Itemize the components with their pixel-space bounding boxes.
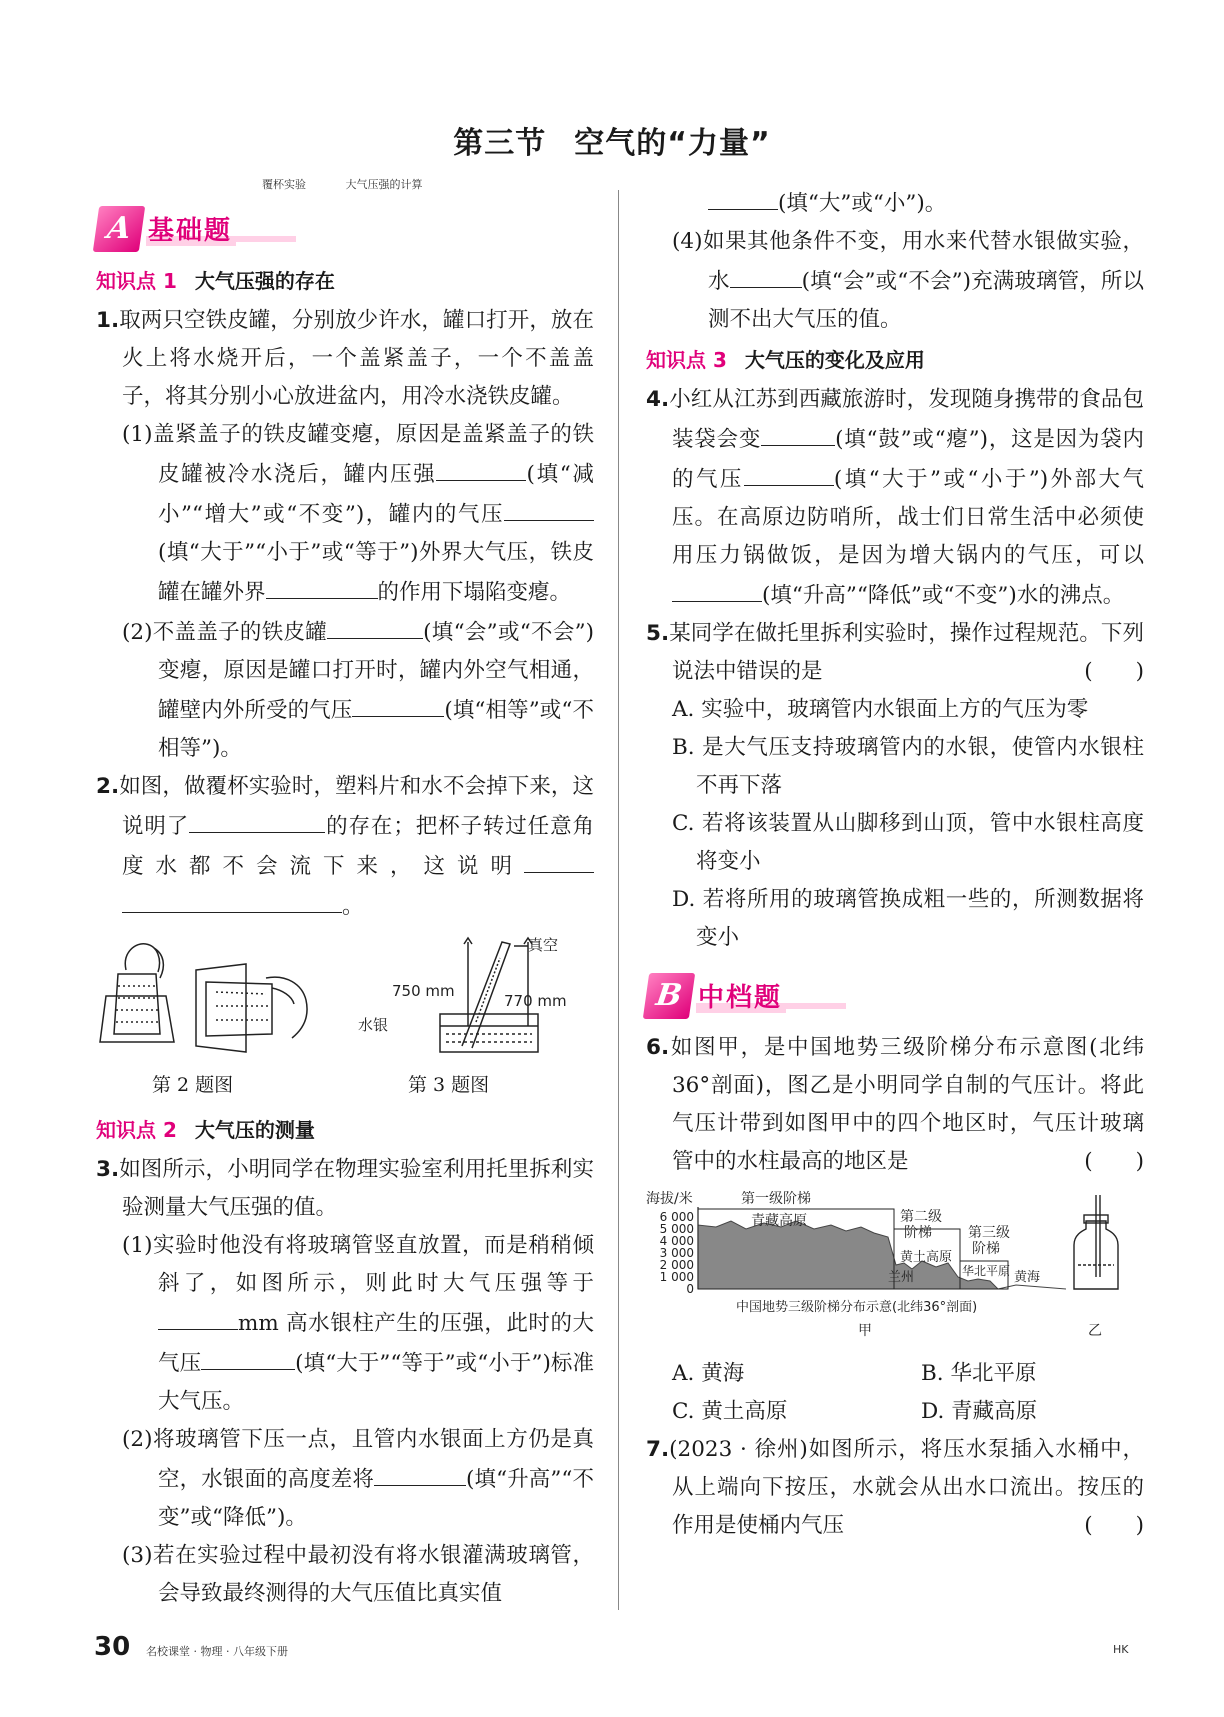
question-text: 的作用下塌陷变瘪。 [377,580,572,605]
answer-blank[interactable] [672,575,762,602]
question-6-stem [646,1029,1144,1181]
answer-blank[interactable] [708,183,778,210]
kp-label: 知识点 3 [646,348,727,372]
question-text: (填“升高”“不变”或“降低”)。 [158,1467,594,1530]
question-text: (1)实验时他没有将玻璃管竖直放置，而是稍稍倾斜了，如图所示，则此时大气压强等于 [122,1233,594,1296]
answer-blank[interactable] [158,1303,238,1330]
map-caption: 中国地势三级阶梯分布示意(北纬36°剖面) [736,1300,978,1315]
option-c[interactable]: C. 黄土高原 [672,1399,788,1424]
question-text: 某同学在做托里拆利实验时，操作过程规范。下列说法中错误的是 [669,621,1144,684]
map-tick: 2 000 [659,1258,694,1272]
column-divider [618,190,619,1610]
section-letter: A [93,206,145,252]
option-c[interactable]: C. 若将该装置从山脚移到山顶，管中水银柱高度将变小 [672,811,1144,874]
map-lanzhou: 兰州 [888,1270,915,1285]
question-3-stem [96,1151,594,1227]
question-2 [96,768,594,926]
question-text: (填“相等”或“不相等”)。 [158,698,594,761]
terrain-profile [698,1221,998,1289]
label-vacuum: 真空 [528,936,559,954]
question-text: (填“鼓”或“瘪”)，这是因为袋内的气压 [672,427,1144,492]
qr-tag[interactable]: 覆杯实验 [262,178,306,191]
knowledge-point-1 [96,262,594,300]
cup-inverted-drawing [100,944,174,1042]
question-text: 的存在；把杯子转过任意角度水都不会流下来，这说明 [122,814,594,879]
question-number: 7. [646,1437,670,1462]
page-title [0,118,1224,162]
question-text: 取两只空铁皮罐，分别放少许水，罐口打开，放在火上将水烧开后，一个盖紧盖子，一个不盖盖子，将其分别小心放进盆内，用冷水浇铁皮罐。 [119,308,594,409]
left-column [96,190,594,1606]
question-text: 小红从江苏到西藏旅游时，发现随身携带的食品包装袋会变 [669,387,1144,452]
answer-blank[interactable] [374,1459,466,1486]
question-text: (2023 · 徐州)如图所示，将压水泵插入水桶中，从上端向下按压，水就会从出水口流出。按压的作用是使桶内气压 [669,1437,1144,1538]
map-huabei: 华北平原 [962,1264,1011,1278]
question-text: 如图所示，小明同学在物理实验室利用托里拆利实验测量大气压强的值。 [119,1157,594,1220]
question-number: 1. [96,308,120,333]
question-text: (填“会”或“不会”)变瘪，原因是罐口打开时，罐内外空气相通，罐壁内外所受的气压 [158,620,594,723]
question-6-choices [646,1355,1144,1431]
option-d[interactable]: D. 若将所用的玻璃管换成粗一些的，所测数据将变小 [672,887,1144,950]
question-number: 5. [646,621,670,646]
answer-blank[interactable] [266,572,378,599]
banner-stripe [786,1009,846,1013]
banner-stripe [236,242,296,246]
question-3-part-3-start [96,1537,594,1606]
map-tick: 0 [686,1282,694,1296]
right-column [646,183,1144,1545]
kp-title: 大气压的测量 [194,1118,315,1142]
option-b[interactable]: B. 华北平原 [921,1361,1037,1386]
answer-blank[interactable] [201,1343,295,1370]
question-text: (3)若在实验过程中最初没有将水银灌满玻璃管，会导致最终测得的大气压值比真实值 [122,1543,594,1606]
cup-sideways-drawing [196,964,307,1052]
kp-title: 大气压强的存在 [194,269,335,293]
map-step-2: 第二级 [900,1209,942,1225]
question-text: (填“升高”“降低”或“不变”)水的沸点。 [762,583,1125,608]
answer-blank[interactable] [352,690,444,717]
label-750mm: 750 mm [392,982,455,1000]
title-text: 空气的“力量” [574,126,771,161]
question-3-part-2 [96,1421,594,1537]
question-text: (填“会”或“不会”)充满玻璃管，所以测不出大气压的值。 [708,269,1144,332]
question-7 [646,1431,1144,1545]
kp-title: 大气压的变化及应用 [744,348,925,372]
kp-label: 知识点 2 [96,1118,177,1142]
figures-2-3 [96,934,594,1109]
question-number: 6. [646,1035,670,1060]
figure-2-3-illustration [96,934,594,1074]
question-text: (填“大”或“小”)。 [778,191,947,216]
figure-label-yi: 乙 [1088,1323,1102,1339]
figure-3-caption: 第 3 题图 [408,1074,490,1096]
question-text: (4)如果其他条件不变，用水来代替水银做实验，水 [672,229,1144,294]
option-b[interactable]: B. 是大气压支持玻璃管内的水银，使管内水银柱不再下落 [672,735,1144,798]
knowledge-point-3 [646,341,1144,379]
option-a[interactable]: A. 实验中，玻璃管内水银面上方的气压为零 [672,697,1089,722]
question-3-part-4 [646,223,1144,339]
section-banner-b [646,969,1144,1027]
question-3-part-1 [96,1227,594,1421]
edition-code: HK [1113,1643,1129,1656]
map-loess: 黄土高原 [900,1250,953,1265]
answer-blank[interactable] [744,459,834,486]
section-label: 中档题 [698,983,783,1013]
map-tick: 5 000 [659,1222,694,1236]
answer-blank[interactable] [730,261,802,288]
section-label: 基础题 [148,216,233,246]
section-letter: B [643,973,695,1019]
question-1-part-2 [96,612,594,768]
question-5-stem [646,615,1144,691]
question-text: (填“大于”“等于”或“小于”)标准大气压。 [158,1351,594,1414]
map-qinghai: 青藏高原 [751,1213,807,1229]
map-tick: 1 000 [659,1270,694,1284]
question-text: (填“大于”或“小于”)外部大气压。在高原边防哨所，战士们日常生活中必须使用压力锅做饭，是因为增大锅内的气压，可以 [672,467,1144,568]
section-banner-a [96,202,594,260]
answer-blank[interactable] [524,846,594,873]
answer-blank[interactable] [189,806,325,833]
question-text: (1)盖紧盖子的铁皮罐变瘪，原因是盖紧盖子的铁皮罐被冷水浇后，罐内压强 [122,422,594,487]
question-1-stem [96,302,594,416]
map-yellowsea: 黄海 [1014,1270,1041,1285]
question-4 [646,381,1144,615]
answer-blank[interactable] [327,612,423,639]
title-section-number: 第三节 [453,126,547,161]
map-tick: 4 000 [659,1234,694,1248]
label-770mm: 770 mm [504,992,567,1010]
map-ylabel: 海拔/米 [646,1191,693,1207]
terrain-profile-svg [646,1185,1144,1355]
homemade-barometer-drawing [1074,1195,1118,1289]
map-step-1: 第一级阶梯 [741,1191,811,1207]
map-tick: 3 000 [659,1246,694,1260]
label-mercury: 水银 [358,1016,389,1034]
question-text: 如图，做覆杯实验时，塑料片和水不会掉下来，这说明了 [119,774,594,839]
question-text: (2)将玻璃管下压一点，且管内水银面上方仍是真空，水银面的高度差将 [122,1427,594,1492]
question-text: (填“大于”“小于”或“等于”)外界大气压，铁皮罐在罐外界 [158,540,594,605]
figure-label-jia: 甲 [858,1323,872,1339]
question-number: 3. [96,1157,120,1182]
question-number: 2. [96,774,120,799]
figure-2-caption: 第 2 题图 [152,1074,234,1096]
answer-blank[interactable] [122,886,342,913]
option-a[interactable]: A. 黄海 [672,1361,745,1386]
book-series: 名校课堂 · 物理 · 八年级下册 [146,1645,288,1658]
answer-blank[interactable] [761,419,835,446]
map-step-2-b: 阶梯 [904,1225,932,1241]
terrain-profile-figure [646,1185,1144,1355]
question-text: 。 [342,894,364,919]
option-d[interactable]: D. 青藏高原 [921,1399,1038,1424]
question-number: 4. [646,387,670,412]
kp-label: 知识点 1 [96,269,177,293]
question-text: (填“减小”“增大”或“不变”)，罐内的气压 [158,462,594,527]
map-step-3: 第三级 [968,1225,1010,1241]
answer-paren[interactable]: ( ) [1084,659,1144,684]
question-text: 如图甲，是中国地势三级阶梯分布示意图(北纬 36°剖面)，图乙是小明同学自制的气压计。将此气压计带到如图甲中的四个地区时，气压计玻璃管中的水柱最高的地区是 [669,1035,1144,1174]
answer-paren[interactable]: ( ) [1084,1149,1144,1174]
question-text: (2)不盖盖子的铁皮罐 [122,620,328,645]
map-tick: 6 000 [659,1210,694,1224]
answer-paren[interactable]: ( ) [1084,1513,1144,1538]
page-number: 30 [94,1632,131,1662]
question-3-part-3-end [646,183,1144,223]
question-text: mm 高水银柱产生的压强，此时的大气压 [158,1311,594,1376]
question-1-part-1 [96,416,594,612]
answer-blank[interactable] [504,494,594,521]
knowledge-point-2 [96,1111,594,1149]
map-step-3-b: 阶梯 [972,1241,1000,1257]
qr-tag[interactable]: 大气压强的计算 [345,178,423,191]
answer-blank[interactable] [436,454,526,481]
